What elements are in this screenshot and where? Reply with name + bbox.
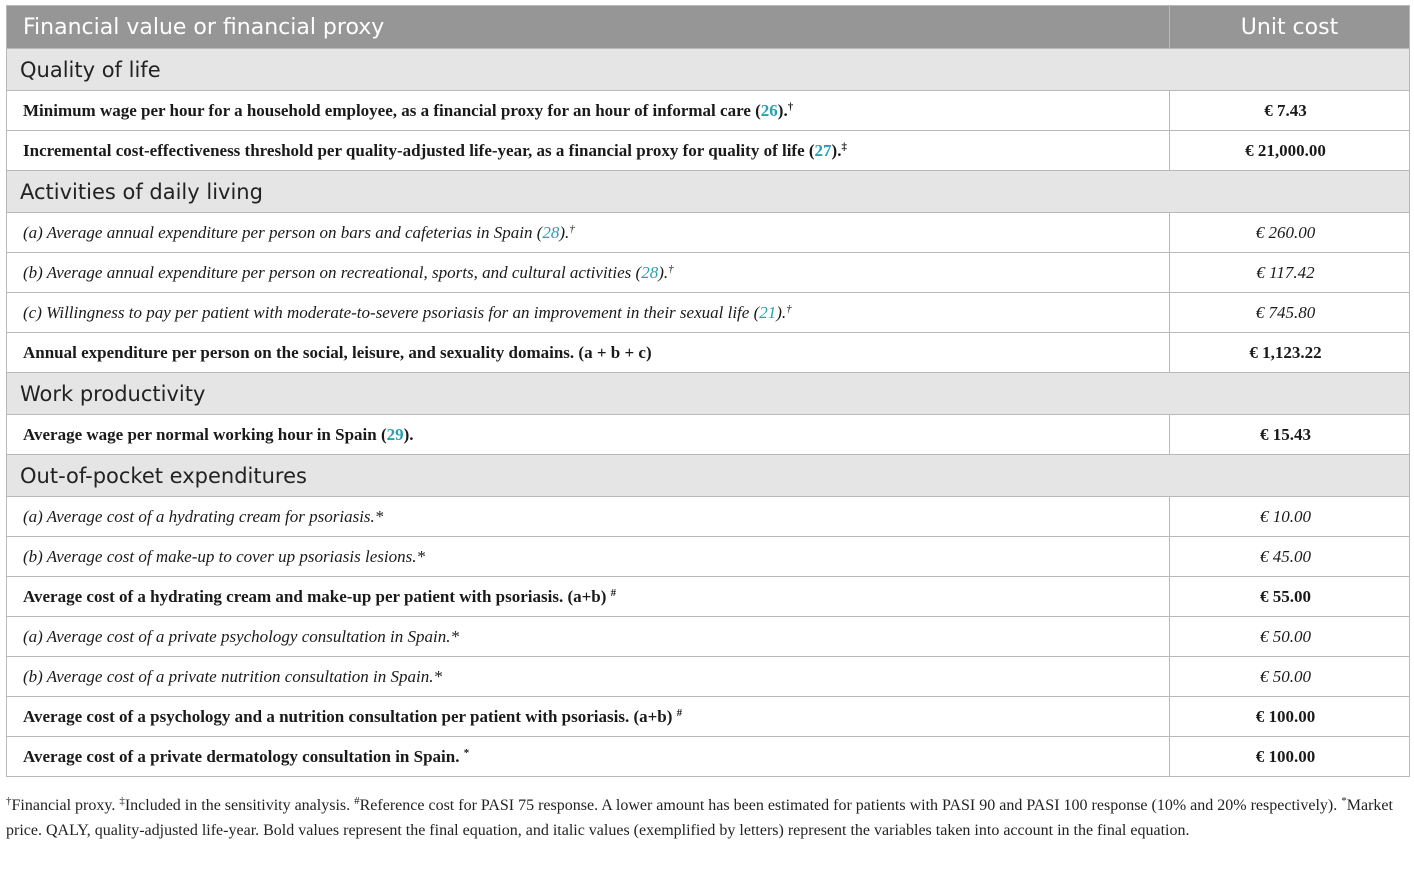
row-label: (a) Average cost of a hydrating cream for psoriasis.*	[7, 497, 1170, 537]
row-value: € 260.00	[1170, 213, 1410, 253]
row-value: € 50.00	[1170, 617, 1410, 657]
table-footnote	[6, 793, 1409, 843]
row-text: Average cost of a hydrating cream and make-up per patient with psoriasis. (a+b)	[23, 586, 611, 606]
footnote-text: Reference cost for PASI 75 response. A lower amount has been estimated for patients with PASI 90 and PASI 100 response (10% and 20% respectively).	[359, 797, 1342, 814]
row-text: (c) Willingness to pay per patient with moderate-to-severe psoriasis for an improvement in their sexual life (	[23, 302, 760, 322]
row-text: Minimum wage per hour for a household employee, as a financial proxy for an hour of informal care (	[23, 100, 761, 120]
section-row-quality-of-life	[7, 49, 1410, 91]
footnote-text: Included in the sensitivity analysis.	[124, 797, 355, 814]
row-label: (b) Average cost of a private nutrition consultation in Spain.*	[7, 657, 1170, 697]
table-container	[6, 5, 1409, 777]
row-value: € 21,000.00	[1170, 131, 1410, 171]
footnote-mark: #	[610, 586, 617, 599]
table-row	[7, 497, 1410, 537]
row-text-tail: ).	[777, 100, 788, 120]
table-row	[7, 697, 1410, 737]
row-text-tail: ).	[831, 140, 842, 160]
table-row	[7, 131, 1410, 171]
reference-link[interactable]: 26	[760, 100, 778, 120]
footnote-text: Market price. QALY, quality-adjusted life-year. Bold values represent the final equation, and italic values (exemplified by letters) represent the variables taken into account in the final equation.	[6, 797, 1393, 839]
footnote-mark: *	[1341, 795, 1347, 807]
row-label	[7, 213, 1170, 253]
section-title: Work productivity	[7, 373, 1410, 415]
row-value: € 1,123.22	[1170, 333, 1410, 373]
row-label	[7, 415, 1170, 455]
section-row-out-of-pocket	[7, 455, 1410, 497]
section-title: Out-of-pocket expenditures	[7, 455, 1410, 497]
row-value: € 55.00	[1170, 577, 1410, 617]
row-text-tail: ).	[403, 424, 414, 444]
header-unit-cost: Unit cost	[1170, 6, 1410, 49]
table-row	[7, 253, 1410, 293]
table-row	[7, 737, 1410, 777]
footnote-mark: #	[676, 706, 683, 719]
row-value: € 50.00	[1170, 657, 1410, 697]
reference-link[interactable]: 29	[386, 424, 404, 444]
reference-link[interactable]: 21	[759, 302, 777, 322]
row-value: € 117.42	[1170, 253, 1410, 293]
row-label: (b) Average cost of make-up to cover up psoriasis lesions.*	[7, 537, 1170, 577]
row-value: € 7.43	[1170, 91, 1410, 131]
header-financial-value: Financial value or financial proxy	[7, 6, 1170, 49]
footnote-mark: †	[786, 302, 792, 315]
table-row	[7, 333, 1410, 373]
row-text-tail: ).	[776, 302, 787, 322]
section-title: Quality of life	[7, 49, 1410, 91]
footnote-mark: †	[787, 100, 794, 113]
row-text: Average wage per normal working hour in Spain (	[23, 424, 387, 444]
footnote-text: Financial proxy.	[11, 797, 120, 814]
reference-link[interactable]: 28	[641, 262, 659, 282]
table-row	[7, 415, 1410, 455]
row-text: (a) Average annual expenditure per person on bars and cafeterias in Spain (	[23, 222, 543, 242]
table-row	[7, 657, 1410, 697]
row-label	[7, 131, 1170, 171]
section-row-work-productivity	[7, 373, 1410, 415]
section-title: Activities of daily living	[7, 171, 1410, 213]
row-label	[7, 293, 1170, 333]
footnote-mark: †	[668, 262, 674, 275]
row-text-tail: ).	[559, 222, 570, 242]
table-row	[7, 91, 1410, 131]
table-header-row	[7, 6, 1410, 49]
row-value: € 45.00	[1170, 537, 1410, 577]
row-label: Annual expenditure per person on the social, leisure, and sexuality domains. (a + b + c)	[7, 333, 1170, 373]
footnote-mark: #	[354, 795, 360, 807]
table-row	[7, 577, 1410, 617]
table-row	[7, 537, 1410, 577]
footnote-mark: †	[6, 795, 12, 807]
row-text: Average cost of a private dermatology consultation in Spain.	[23, 746, 464, 766]
row-text: (b) Average annual expenditure per person on recreational, sports, and cultural activities (	[23, 262, 642, 282]
row-label	[7, 91, 1170, 131]
table-row	[7, 293, 1410, 333]
row-text: Average cost of a psychology and a nutrition consultation per patient with psoriasis. (a+b)	[23, 706, 677, 726]
row-value: € 100.00	[1170, 737, 1410, 777]
row-text: Incremental cost-effectiveness threshold per quality-adjusted life-year, as a financial proxy for quality of life (	[23, 140, 815, 160]
row-value: € 100.00	[1170, 697, 1410, 737]
row-label	[7, 253, 1170, 293]
row-text-tail: ).	[658, 262, 669, 282]
reference-link[interactable]: 28	[542, 222, 560, 242]
row-value: € 10.00	[1170, 497, 1410, 537]
footnote-mark: †	[569, 222, 575, 235]
row-value: € 745.80	[1170, 293, 1410, 333]
row-label	[7, 577, 1170, 617]
section-row-activities-of-daily-living	[7, 171, 1410, 213]
row-label: (a) Average cost of a private psychology consultation in Spain.*	[7, 617, 1170, 657]
financial-proxy-table	[6, 5, 1410, 777]
table-row	[7, 213, 1410, 253]
table-row	[7, 617, 1410, 657]
reference-link[interactable]: 27	[814, 140, 832, 160]
footnote-mark: ‡	[119, 795, 125, 807]
footnote-mark: *	[463, 746, 470, 759]
row-label	[7, 737, 1170, 777]
row-label	[7, 697, 1170, 737]
row-value: € 15.43	[1170, 415, 1410, 455]
footnote-mark: ‡	[841, 140, 847, 153]
